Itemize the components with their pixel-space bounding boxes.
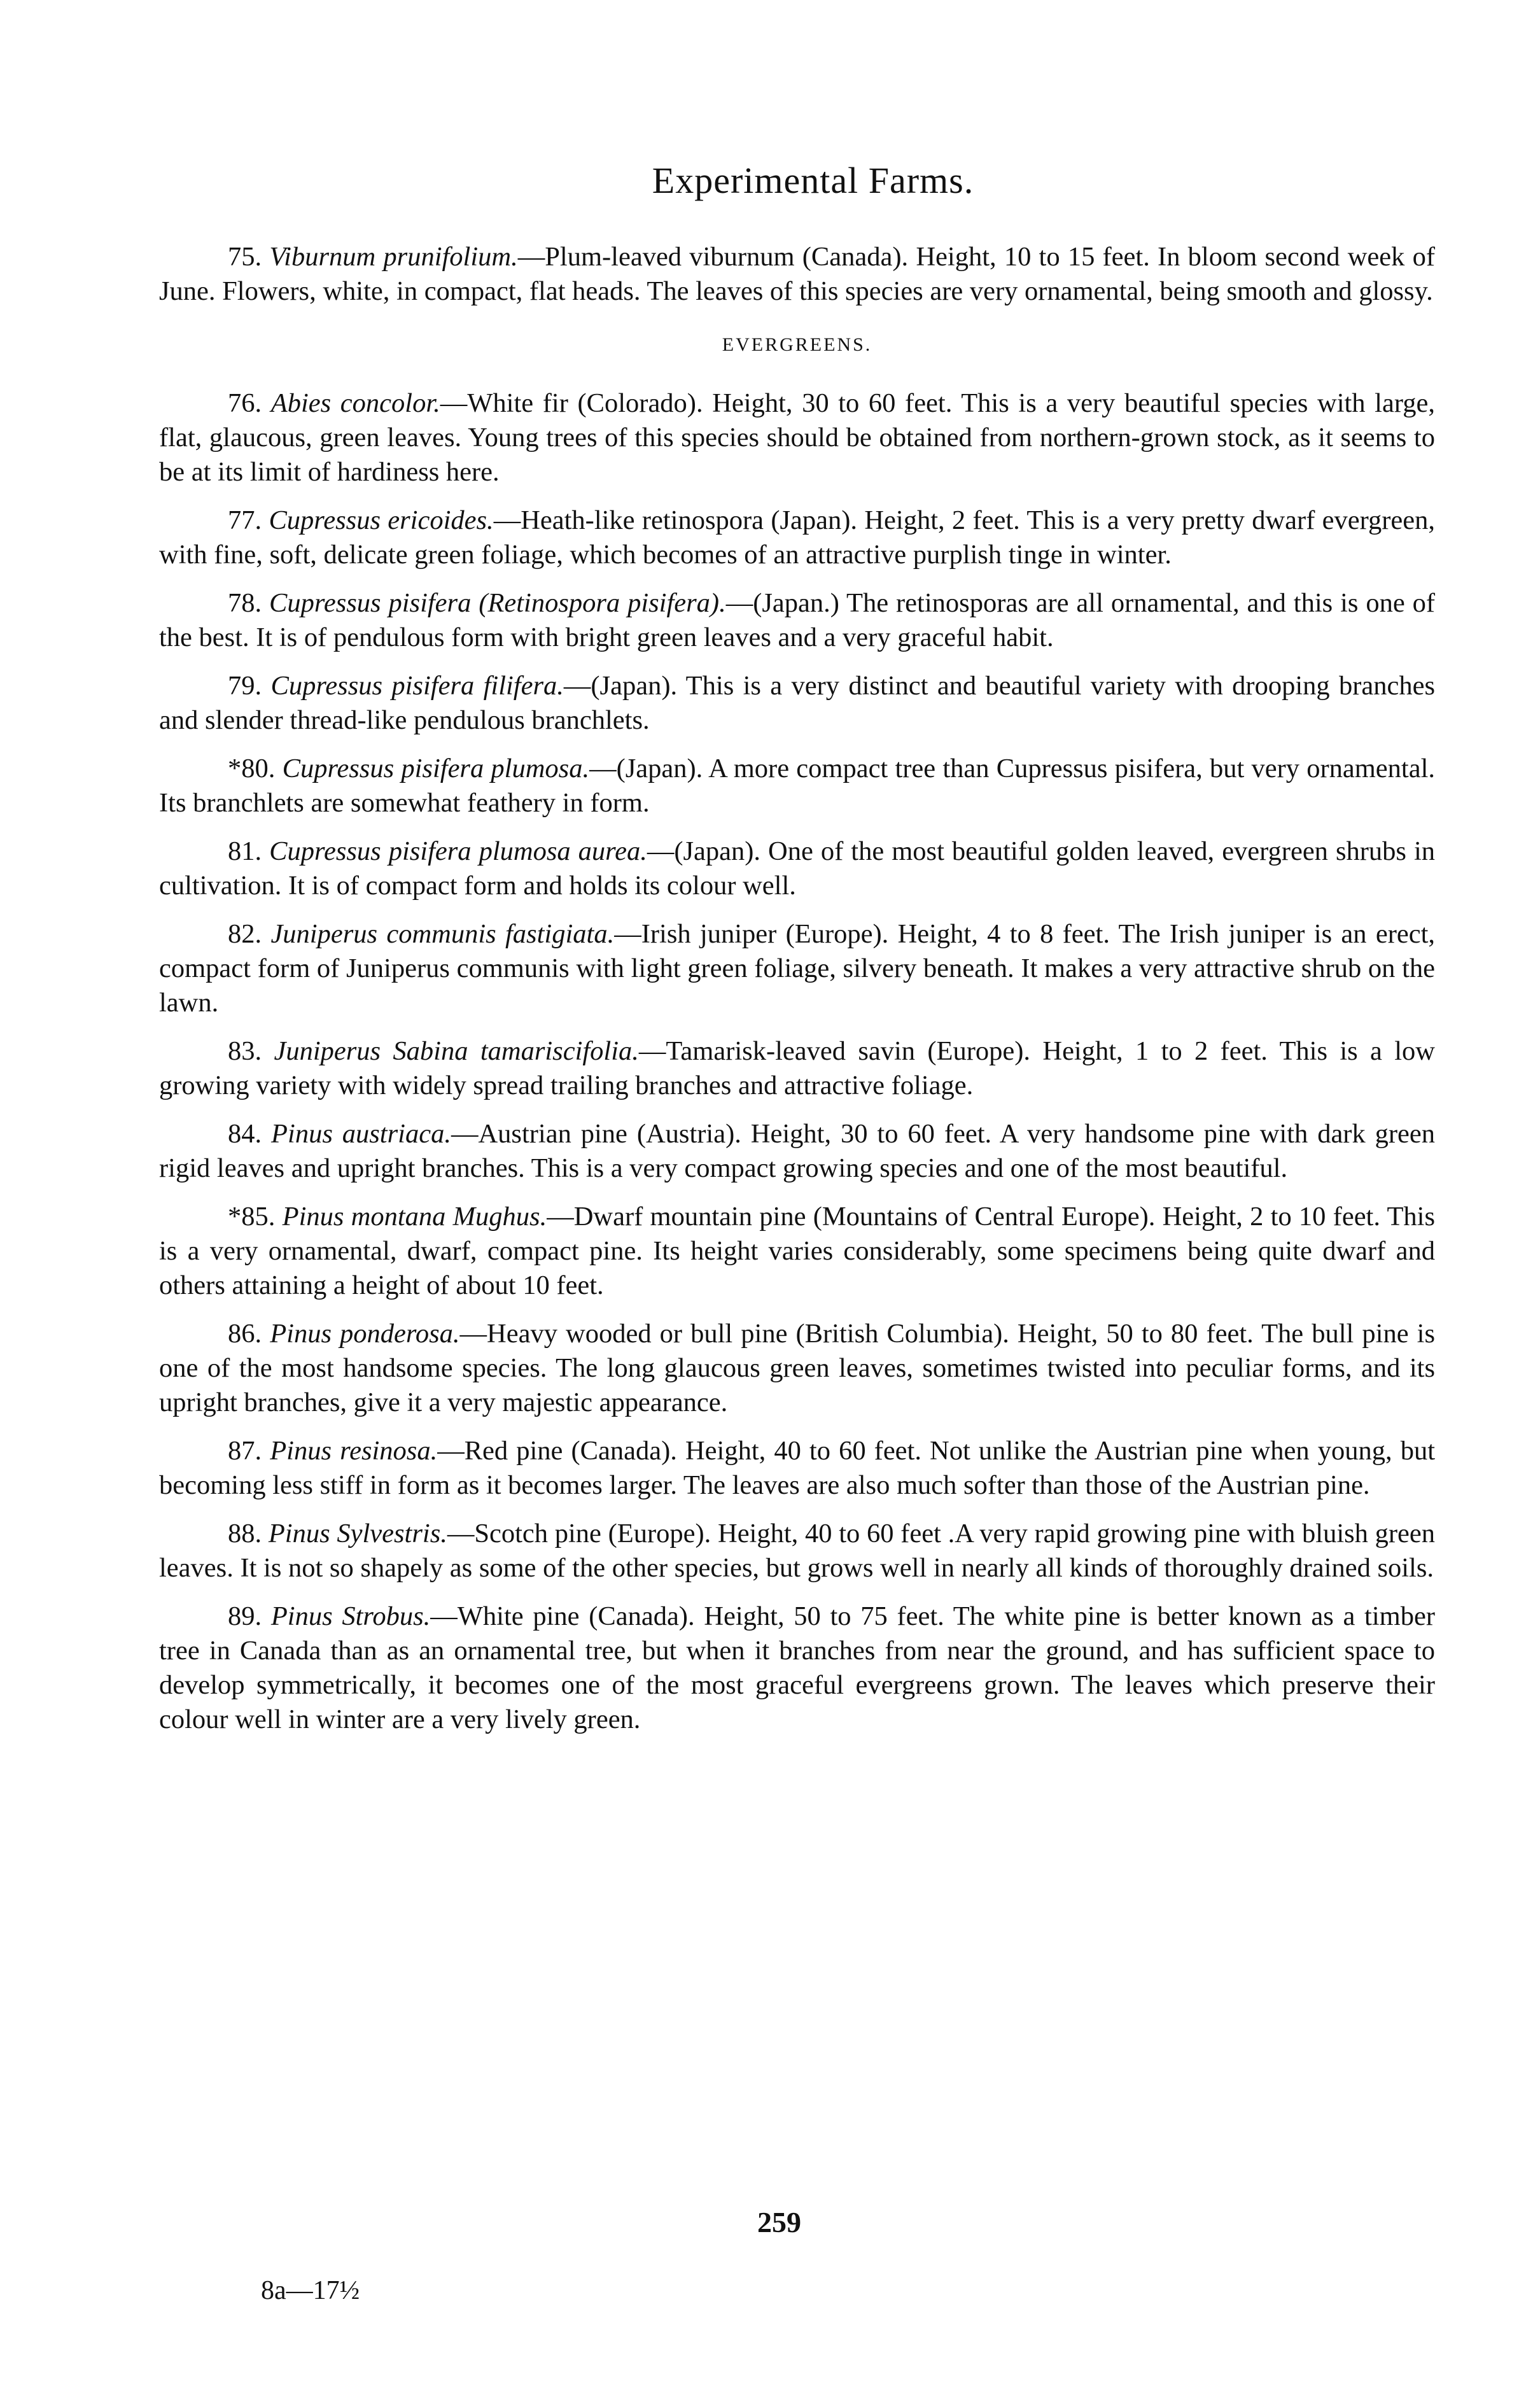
entry-description: —Red pine (Canada). Height, 40 to 60 feet. Not unlike the Austrian pine when young, but becoming less stiff in form as it becomes larger. The leaves are also much softer than those of the Austrian pine.: [159, 1436, 1435, 1500]
entry-description: —Plum-leaved viburnum (Canada). Height, 10 to 15 feet. In bloom second week of June. Flowers, white, in compact, flat heads. The leaves of this species are very ornamental, being smooth and glossy.: [159, 242, 1436, 306]
entry-description: —Tamarisk-leaved savin (Europe). Height, 1 to 2 feet. This is a low growing variety with widely spread trailing branches and attractive foliage.: [159, 1036, 1435, 1100]
running-head: Experimental Farms.: [652, 160, 974, 201]
entry: [159, 503, 1435, 572]
entry-number: 75.: [228, 242, 262, 272]
species-name: Pinus Strobus.: [270, 1601, 431, 1631]
species-name: Juniperus Sabina tamariscifolia.: [274, 1036, 639, 1066]
entry-number: 82.: [228, 919, 262, 949]
species-name: Juniperus communis fastigiata.: [270, 919, 615, 949]
entry: [159, 669, 1435, 738]
entry-description: —Scotch pine (Europe). Height, 40 to 60 feet .A very rapid growing pine with bluish green leaves. It is not so shapely as some of the other species, but grows well in nearly all kinds of thoroughly drained soils.: [159, 1519, 1435, 1583]
entry: [159, 1517, 1435, 1585]
entry-description: —Austrian pine (Austria). Height, 30 to 60 feet. A very handsome pine with dark green rigid leaves and upright branches. This is a very compact growing species and one of the most beautiful.: [159, 1119, 1436, 1183]
entry-description: —Heavy wooded or bull pine (British Columbia). Height, 50 to 80 feet. The bull pine is one of the most handsome species. The long glaucous green leaves, sometimes twisted into peculiar forms, and its upright branches, give it a very majestic appearance.: [159, 1319, 1435, 1417]
section-heading: EVERGREENS.: [722, 334, 872, 355]
entry: [159, 1200, 1435, 1303]
entry-number: *80.: [228, 754, 276, 783]
entry-number: 76.: [228, 388, 262, 418]
entry-description: —(Japan). This is a very distinct and beautiful variety with drooping branches and slender thread-like pendulous branchlets.: [159, 671, 1436, 735]
entry: [159, 1317, 1435, 1420]
printer-signature: 8a—17½: [261, 2276, 360, 2305]
page-number: 259: [757, 2206, 801, 2238]
entry-description: —White pine (Canada). Height, 50 to 75 feet. The white pine is better known as a timber tree in Canada than as an ornamental tree, but when it branches from near the ground, and has sufficient space to develop symmetrically, it becomes one of the most graceful evergreens grown. The leaves which preserve their colour well in winter are a very lively green.: [159, 1601, 1436, 1734]
entry: [159, 834, 1435, 903]
species-name: Viburnum prunifolium.: [269, 242, 518, 272]
entry-number: 89.: [228, 1601, 262, 1631]
entry-number: *85.: [228, 1202, 276, 1232]
entry-number: 88.: [228, 1519, 262, 1549]
entries-top: [159, 240, 1435, 309]
species-name: Pinus austriaca.: [271, 1119, 451, 1149]
entry-description: —Irish juniper (Europe). Height, 4 to 8 feet. The Irish juniper is an erect, compact form of Juniperus communis with light green foliage, silvery beneath. It makes a very attractive shrub on the lawn.: [159, 919, 1436, 1018]
entries: [159, 386, 1435, 1737]
entry-description: —Heath-like retinospora (Japan). Height, 2 feet. This is a very pretty dwarf evergreen, with fine, soft, delicate green foliage, which becomes of an attractive purplish tinge in winter.: [159, 505, 1436, 570]
species-name: Cupressus pisifera filifera.: [270, 671, 564, 701]
species-name: Pinus Sylvestris.: [268, 1519, 447, 1549]
entry-description: —(Japan.) The retinosporas are all ornamental, and this is one of the best. It is of pendulous form with bright green leaves and a very graceful habit.: [159, 588, 1436, 652]
entry: [159, 917, 1435, 1020]
species-name: Cupressus pisifera plumosa aurea.: [269, 836, 647, 866]
species-name: Pinus ponderosa.: [270, 1319, 460, 1349]
entry-number: 78.: [228, 588, 262, 618]
species-name: Pinus resinosa.: [270, 1436, 438, 1466]
entry-number: 86.: [228, 1319, 262, 1349]
entry: [159, 1034, 1435, 1103]
entry: [159, 586, 1435, 655]
entry-description: —Dwarf mountain pine (Mountains of Central Europe). Height, 2 to 10 feet. This is a very ornamental, dwarf, compact pine. Its height varies considerably, some specimens being quite dwarf and others attaining a height of about 10 feet.: [159, 1202, 1436, 1300]
entry-number: 84.: [228, 1119, 262, 1149]
entry-number: 79.: [228, 671, 262, 701]
entry: [159, 386, 1435, 489]
entry-number: 77.: [228, 505, 262, 535]
species-name: Cupressus pisifera plumosa.: [282, 754, 590, 783]
species-name: Cupressus pisifera (Retinospora pisifera).: [269, 588, 726, 618]
entry-description: —(Japan). A more compact tree than Cupressus pisifera, but very ornamental. Its branchlets are somewhat feathery in form.: [159, 754, 1436, 818]
entry: [159, 1117, 1435, 1186]
species-name: Pinus montana Mughus.: [282, 1202, 547, 1232]
entry-description: —(Japan). One of the most beautiful golden leaved, evergreen shrubs in cultivation. It is of compact form and holds its colour well.: [159, 836, 1436, 901]
entry-number: 81.: [228, 836, 262, 866]
entry-number: 83.: [228, 1036, 262, 1066]
entry: [159, 752, 1435, 820]
entry: [159, 240, 1435, 309]
species-name: Abies concolor.: [270, 388, 440, 418]
entry-description: —White fir (Colorado). Height, 30 to 60 feet. This is a very beautiful species with large, flat, glaucous, green leaves. Young trees of this species should be obtained from northern-grown stock, as it seems to be at its limit of hardiness here.: [159, 388, 1435, 487]
entry: [159, 1434, 1435, 1503]
page: [159, 159, 1435, 1751]
species-name: Cupressus ericoides.: [269, 505, 494, 535]
entry-number: 87.: [228, 1436, 262, 1466]
entry: [159, 1599, 1435, 1737]
